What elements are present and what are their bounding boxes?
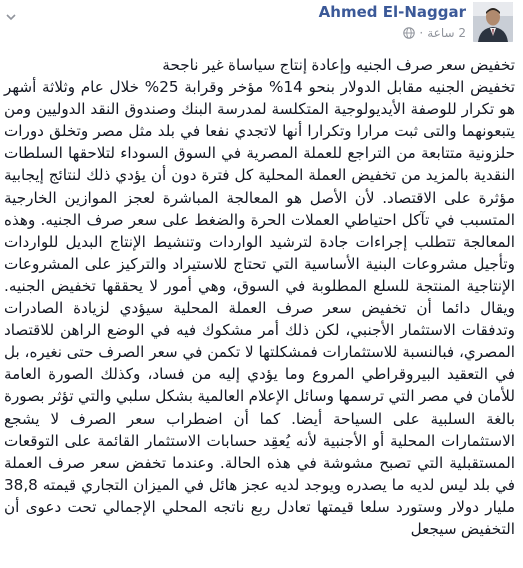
post-text	[4, 54, 515, 540]
avatar[interactable]	[473, 2, 513, 42]
separator-dot: ·	[419, 26, 424, 40]
avatar-photo	[473, 2, 513, 42]
author-name[interactable]: Ahmed El-Naggar	[318, 3, 466, 21]
post-header	[0, 0, 523, 54]
post-meta	[403, 26, 466, 40]
chevron-down-icon[interactable]	[4, 10, 18, 24]
post-body-text: تخفيض سعر صرف الجنيه وإعادة إنتاج سياساة غير ناجحة تخفيض الجنيه مقابل الدولار بنحو 14% مؤخر وقرابة 25% خلال عام وثلاثة أشهر هو تكرار للوصفة الأيديولوجية المتكلسة لمدرسة البنك وصندوق النقد الدوليين ومن يتبعونهما والتى ثبت مرارا وتكرارا أنها لاتجدي نفعا في بلد مثل مصر وتخلق دورات حلزونية متتابعة من التراجع للعملة المصرية في السوق السوداء لتلاحقها السلطات النقدية بالمزيد من تخفيض العملة المحلية كل فترة دون أن يؤدي ذلك لنتائج إيجابية مؤثرة على الاقتصاد. لأن الأصل هو المعالجة المباشرة لعجز الموازين الخارجية المتسبب في تآكل احتياطي العملات الحرة والضغط على سعر صرف الجنيه. وهذه المعالجة تتطلب إجراءات جادة لترشيد الواردات وتنشيط الإنتاج البديل للواردات وتأجيل مشروعات البنية الأساسية التي تحتاج للاستيراد والتركيز على المشروعات الإنتاجية المنتجة للسلع المطلوبة في السوق، وهي أمور لا يحققها تخفيض الجنيه. ويقال دائما أن تخفيض سعر صرف العملة المحلية سيؤدي لزيادة الصادرات وتدفقات الاستثمار الأجنبي، لكن ذلك أمر مشكوك فيه في الوضع الراهن للاقتصاد المصري، فبالنسبة للاستثمارات فمشكلتها لا تكمن في سعر الصرف حتى نغيره، بل في التعقيد البيروقراطي المروع وما يؤدي إليه من فساد، وكذلك الصورة العامة للأمان في مصر التي ترسمها وسائل الإعلام العالمية بشكل سلبي والتي تؤثر بصورة بالغة السلبية على السياحة أيضا. كما أن اضطراب سعر الصرف لا يشجع الاستثمارات المحلية أو الأجنبية لأنه يُعقِد حسابات الاستثمار القائمة على التوقعات المستقبلية التي تصبح مشوشة في هذه الحالة. وعندما تخفض سعر صرف العملة في بلد ليس لديه ما يصدره ويوجد لديه عجز هائل في الميزان التجاري قيمته 38,8 مليار دولار وستورد سلعا قيمتها تعادل ربع ناتجه المحلي الإجمالي تحت دعوى أن التخفيض سيجعل	[4, 56, 515, 538]
globe-icon[interactable]	[403, 27, 415, 39]
post-time[interactable]: 2 ساعة	[427, 26, 466, 40]
